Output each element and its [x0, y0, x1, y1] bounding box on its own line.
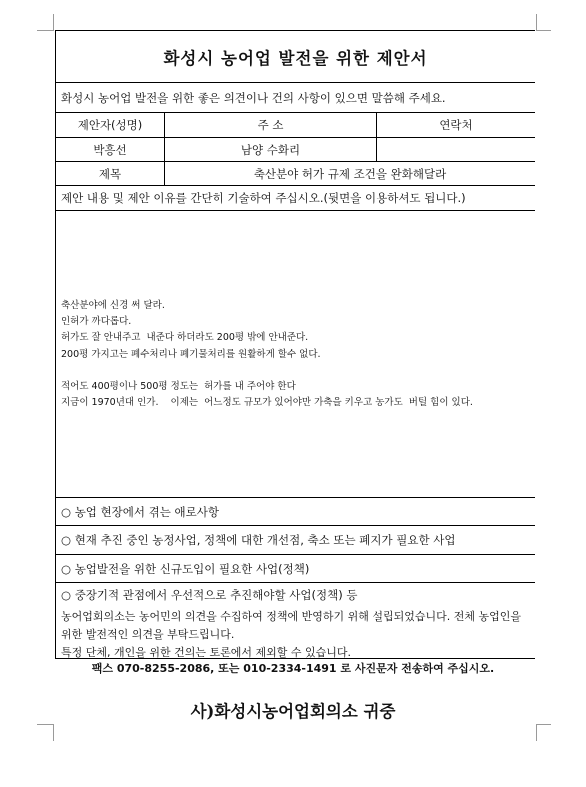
- body-line: 인허가 까다롭다.: [61, 316, 132, 328]
- body-line: 지금이 1970년대 인가. 이제는 어느정도 규모가 있어야만 가축을 키우고 농가도 버틸 힘이 있다.: [61, 397, 473, 409]
- note-paragraph: 농어업회의소는 농어민의 의견을 수집하여 정책에 반영하기 위해 설립되었습니다. 전체 농업인을 위한 발전적인 의견을 부탁드립니다.: [61, 610, 522, 641]
- body-line: 200평 가지고는 폐수처리나 폐기물처리를 원활하게 할수 없다.: [61, 348, 321, 360]
- body-line: [61, 363, 473, 379]
- proposal-body-text: [61, 298, 473, 411]
- instruction-text: 제안 내용 및 제안 이유를 간단히 기술하여 주십시오.(뒷면을 이용하셔도 됩니다.): [61, 191, 466, 205]
- footer-signature: 사)화성시농어업회의소 귀중: [190, 702, 396, 721]
- proposer-header: 제안자(성명): [77, 118, 143, 132]
- checklist-item: ○ 현재 추진 중인 농정사업, 정책에 대한 개선점, 축소 또는 폐지가 필요한 사업: [56, 526, 535, 555]
- notes: [61, 608, 531, 662]
- intro-text: 화성시 농어업 발전을 위한 좋은 의견이나 건의 사항이 있으면 말씀해 주세요.: [61, 90, 446, 105]
- subject-value: 축산분야 허가 규제 조건을 완화해달라: [253, 166, 447, 181]
- crop-mark-top-left: [37, 14, 54, 31]
- intro-row: [56, 83, 535, 113]
- body-line: 축산분야에 신경 써 달라.: [61, 300, 165, 311]
- subject-row: [56, 162, 535, 186]
- contact-header: 연락처: [439, 118, 473, 132]
- header-row: [56, 113, 535, 138]
- body-line: 적어도 400평이나 500평 정도는 허가를 내 주어야 한다: [61, 381, 296, 392]
- address-header: 주 소: [257, 118, 284, 132]
- fax-instruction: 팩스 070-8255-2086, 또는 010-2334-1491 로 사진문자 전송하여 주십시오.: [91, 662, 495, 675]
- checklist-item: ○ 농업 현장에서 겪는 애로사항: [56, 498, 535, 526]
- body-line: 허가도 잘 안내주고 내준다 하더라도 200평 밖에 안내준다.: [61, 332, 309, 344]
- checklist-item: ○ 농업발전을 위한 신규도입이 필요한 사업(정책): [56, 555, 535, 583]
- note-paragraph: 특정 단체, 개인을 위한 건의는 토론에서 제외할 수 있습니다.: [61, 646, 351, 659]
- crop-mark-bottom-left: [37, 724, 54, 741]
- proposer-name: 박흥선: [93, 142, 127, 157]
- crop-mark-bottom-right: [536, 724, 551, 741]
- proposal-form: [55, 30, 535, 659]
- form-title: 화성시 농어업 발전을 위한 제안서: [163, 48, 428, 68]
- proposer-address: 남양 수화리: [240, 142, 301, 157]
- checklist-item: ○ 중장기적 관점에서 우선적으로 추진해야할 사업(정책) 등: [61, 588, 358, 602]
- proposal-body: [56, 211, 535, 498]
- crop-mark-top-right: [536, 14, 551, 31]
- instruction-row: [56, 186, 535, 211]
- subject-label: 제목: [98, 166, 122, 181]
- title-row: [56, 31, 535, 83]
- proposer-row: [56, 138, 535, 162]
